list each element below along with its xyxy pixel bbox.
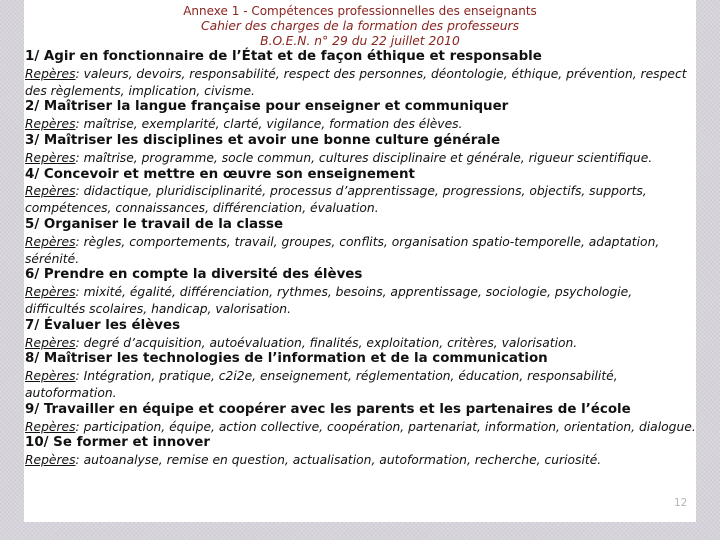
competence-item: [25, 167, 696, 217]
slide-content: [24, 0, 696, 522]
reperes-label: Repères: [25, 335, 76, 350]
page-number: 12: [674, 497, 688, 509]
reperes-text: : Intégration, pratique, c2i2e, enseignement, réglementation, éducation, responsabilité, autoformation.: [25, 369, 618, 400]
reperes-text: : didactique, pluridisciplinarité, processus d’apprentissage, progressions, objectifs, supports, compétences, connaissances, différenciation, évaluation.: [25, 184, 647, 216]
competence-title: 5/ Organiser le travail de la classe: [25, 216, 284, 232]
competence-title: 9/ Travailler en équipe et coopérer avec les parents et les partenaires de l’école: [25, 401, 631, 417]
competence-reperes: [25, 284, 696, 318]
competence-item: [25, 402, 696, 436]
reperes-text: : mixité, égalité, différenciation, rythmes, besoins, apprentissage, sociologie, psychologie, difficultés scolaires, handicap, valorisation.: [25, 285, 633, 316]
competence-title: 8/ Maîtriser les technologies de l’information et de la communication: [25, 351, 548, 367]
reperes-text: : participation, équipe, action collective, coopération, partenariat, information, orientation, dialogue.: [75, 419, 696, 434]
reperes-label: Repères: [25, 66, 76, 81]
header-reference: B.O.E.N. n° 29 du 22 juillet 2010: [260, 34, 460, 48]
competence-reperes: [25, 150, 696, 167]
competence-title: 2/ Maîtriser la langue française pour enseigner et communiquer: [25, 99, 509, 115]
reperes-label: Repères: [25, 419, 76, 434]
reperes-text: : règles, comportements, travail, groupes, conflits, organisation spatio-temporelle, adaptation, sérénité.: [25, 234, 660, 266]
reperes-label: Repères: [25, 285, 76, 300]
competence-title: 10/ Se former et innover: [25, 435, 210, 451]
competence-title: 7/ Évaluer les élèves: [25, 317, 181, 333]
reperes-text: : maîtrise, exemplarité, clarté, vigilance, formation des élèves.: [75, 117, 463, 132]
competence-item: [25, 49, 696, 99]
header-title: Annexe 1 - Compétences professionnelles des enseignants: [183, 4, 537, 18]
reperes-label: Repères: [25, 117, 76, 132]
competence-reperes: [25, 368, 696, 402]
reperes-text: : valeurs, devoirs, responsabilité, respect des personnes, déontologie, éthique, prévention, respect des règlements, implication, civisme.: [25, 66, 687, 98]
competence-reperes: [25, 419, 696, 436]
competence-item: [25, 351, 696, 401]
competence-item: [25, 133, 696, 167]
header-subtitle: Cahier des charges de la formation des professeurs: [200, 19, 519, 33]
competence-item: [25, 217, 696, 267]
reperes-label: Repères: [25, 453, 76, 468]
competence-reperes: [25, 335, 696, 352]
competence-reperes: [25, 66, 696, 100]
reperes-text: : autoanalyse, remise en question, actualisation, autoformation, recherche, curiosité.: [75, 453, 602, 468]
competence-reperes: [25, 183, 696, 217]
competence-title: 1/ Agir en fonctionnaire de l’État et de façon éthique et responsable: [25, 49, 542, 64]
reperes-text: : degré d’acquisition, autoévaluation, finalités, exploitation, critères, valorisation.: [75, 335, 578, 350]
competence-title: 6/ Prendre en compte la diversité des élèves: [25, 267, 363, 283]
competence-reperes: [25, 116, 696, 133]
reperes-text: : maîtrise, programme, socle commun, cultures disciplinaire et générale, rigueur scientifique.: [75, 150, 653, 165]
competence-title: 4/ Concevoir et mettre en œuvre son enseignement: [25, 166, 415, 182]
reperes-label: Repères: [25, 150, 76, 165]
competence-reperes: [25, 234, 696, 268]
slide-header: [24, 0, 696, 49]
competence-item: [25, 435, 696, 469]
competence-reperes: [25, 452, 696, 469]
reperes-label: Repères: [25, 234, 76, 249]
competence-item: [25, 99, 696, 133]
competence-item: [25, 267, 696, 317]
reperes-label: Repères: [25, 369, 76, 384]
competence-list: [24, 49, 696, 469]
competence-title: 3/ Maîtriser les disciplines et avoir une bonne culture générale: [25, 132, 501, 148]
reperes-label: Repères: [25, 184, 76, 199]
competence-item: [25, 318, 696, 352]
